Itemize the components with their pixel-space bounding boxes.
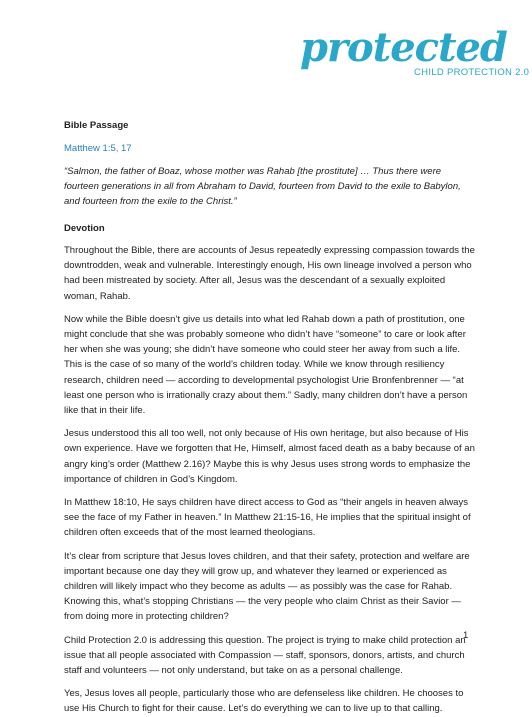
devotion-heading: Devotion [64, 223, 105, 234]
scripture-reference: Matthew 1:5, 17 [64, 143, 132, 154]
protected-logo [300, 24, 530, 80]
page-number: 1 [463, 630, 469, 641]
devotion-paragraph-2: Now while the Bible doesn’t give us details into what led Rahab down a path of prostitution, one might conclude that she was probably someone who didn’t have “someone” to care or look after her when she was young; she didn’t have someone who could steer her away from such a life. This is the case of so many of the world’s children today. While we know through resiliency research, children need — according to developmental psychologist Urie Bronfenbrenner — “at least one person who is irrationally crazy about them.” Sadly, many children don’t have a person like that in their life. [64, 313, 468, 417]
document-body [64, 120, 476, 717]
devotion-paragraph-6: Child Protection 2.0 is addressing this question. The project is trying to make child protection an issue that all people associated with Compassion — staff, sponsors, donors, artists, and church staff and volunteers — not only understand, but take on as a personal challenge. [64, 634, 466, 677]
devotion-paragraph-5: It’s clear from scripture that Jesus loves children, and that their safety, protection and welfare are important because one day they will grow up, and whatever they learned or experienced as children will likely impact who they become as adults — as possibly was the case for Rahab. Knowing this, what’s stopping Christians — the very people who claim Christ as their Savior — from doing more in protecting children? [64, 550, 470, 623]
devotion-paragraph-7: Yes, Jesus loves all people, particularly those who are defenseless like children. He chooses to use His Church to fight for their cause. Let’s do everything we can to live up to that calling. [64, 688, 464, 715]
devotion-paragraph-1: Throughout the Bible, there are accounts of Jesus repeatedly expressing compassion towards the downtrodden, weak and vulnerable. Interestingly enough, His own lineage involved a person who had been mistreated by society. After all, Jesus was the descendant of a sexually exploited woman, Rahab. [64, 245, 475, 302]
bible-passage-heading: Bible Passage [64, 120, 129, 131]
devotion-paragraph-4: In Matthew 18:10, He says children have direct access to God as “their angels in heaven always see the face of my Father in heaven.” In Matthew 21:15-16, He implies that the spiritual insight of children often exceeds that of the most learned theologians. [64, 497, 471, 539]
logo-wordmark: protected [300, 24, 507, 71]
logo-subtitle: CHILD PROTECTION 2.0 [414, 67, 530, 78]
scripture-quote: “Salmon, the father of Boaz, whose mother was Rahab [the prostitute] … Thus there were fourteen generations in all from Abraham to David, fourteen from David to the exile to Babylon, and fourteen from the exile to the Christ.” [64, 166, 461, 207]
devotion-paragraph-3: Jesus understood this all too well, not only because of His own heritage, but also because of His own experience. Have we forgotten that He, Himself, almost faced death as a baby because of an angry king’s order (Matthew 2.16)? Maybe this is why Jesus uses strong words to emphasize the importance of children in God’s Kingdom. [64, 428, 475, 485]
